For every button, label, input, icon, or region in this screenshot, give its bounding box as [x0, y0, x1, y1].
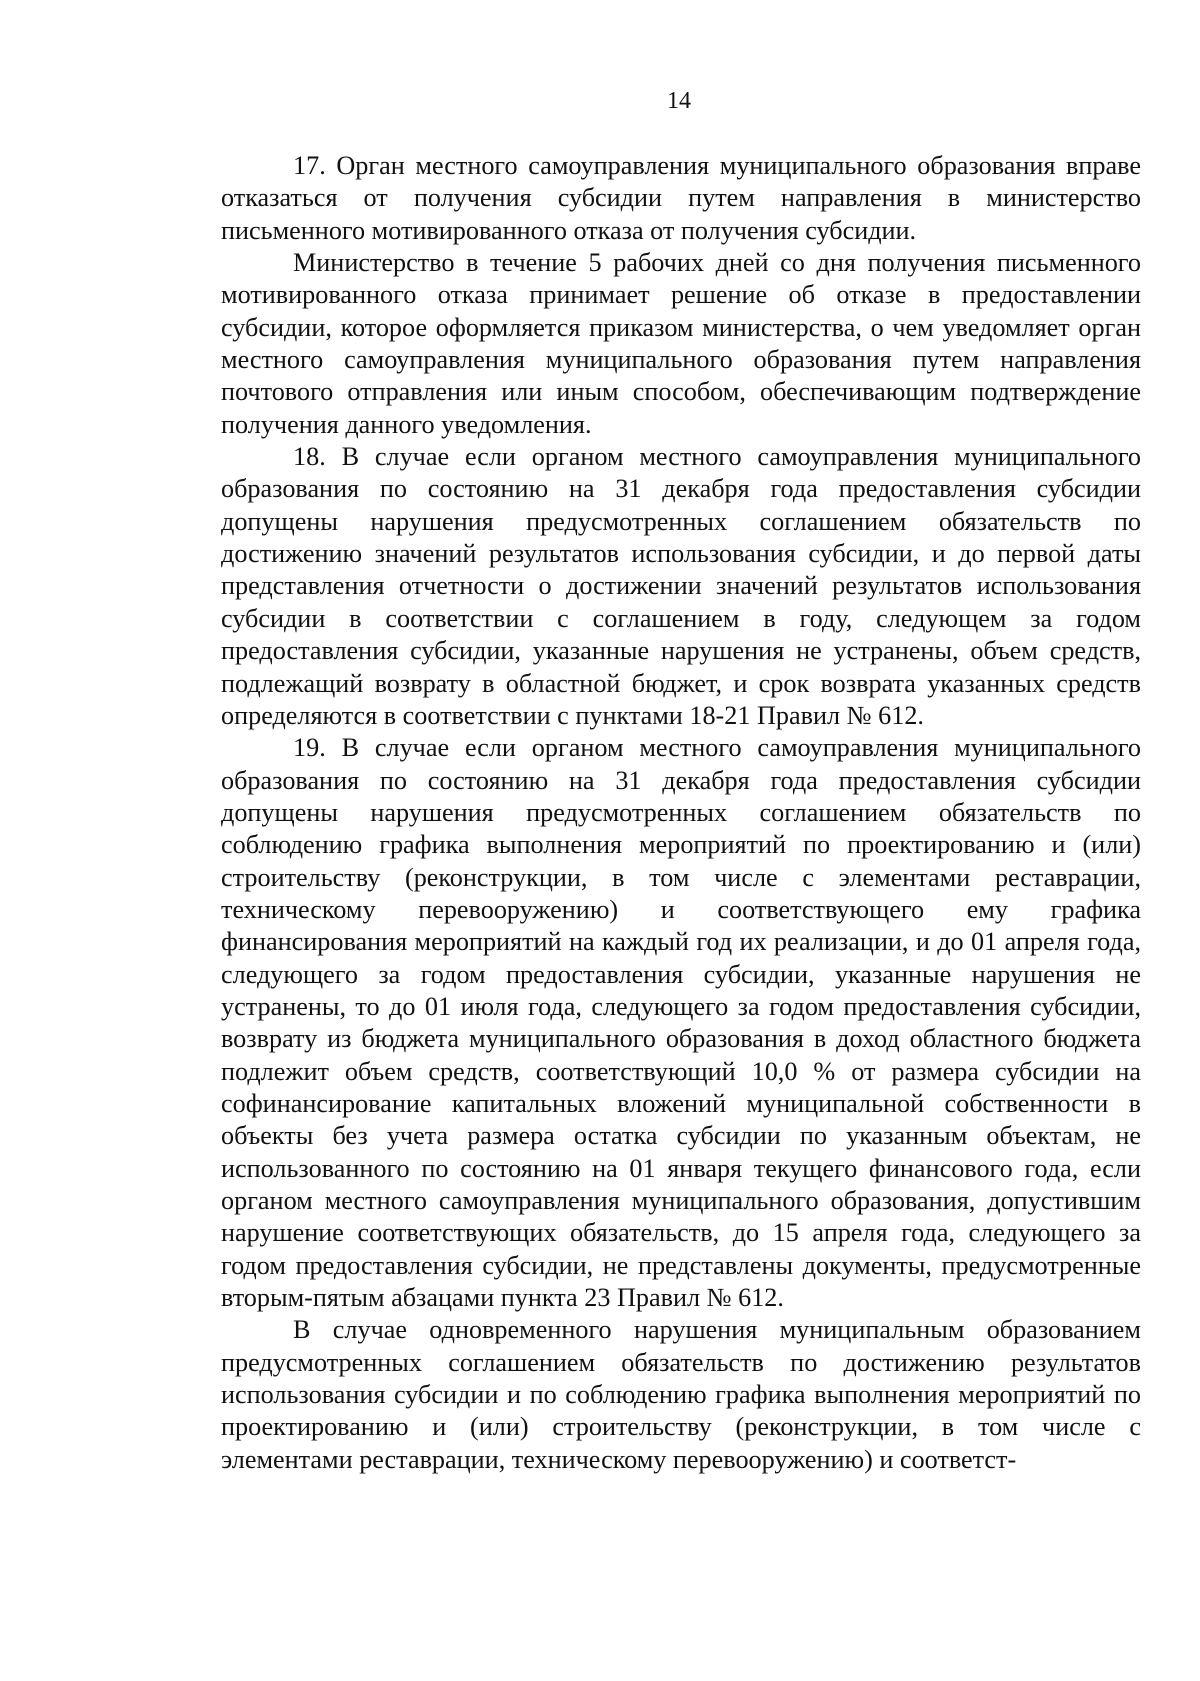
paragraph-17: 17. Орган местного самоуправления муниципального образования вправе отказаться от получения субсидии путем направления в министерство письменного мотивированного отказа от получения субсидии.: [221, 151, 1141, 245]
page-number: 14: [667, 88, 691, 114]
paragraph-19: 19. В случае если органом местного самоуправления муниципального образования по состоянию на 31 декабря года предоставления субсидии допущены нарушения предусмотренных соглашением обязательств по соблюдению графика выполнения мероприятий по проектированию и (или) строительству (реконструкции, в том числе с элементами реставрации, техническому перевооружению) и соответствующего ему графика финансирования мероприятий на каждый год их реализации, и до 01 апреля года, следующего за годом предоставления субсидии, указанные нарушения не устранены, то до 01 июля года, следующего за годом предоставления субсидии, возврату из бюджета муниципального образования в доход областного бюджета подлежит объем средств, соответствующий 10,0 % от размера субсидии на софинансирование капитальных вложений муниципальной собственности в объекты без учета размера остатка субсидии по указанным объектам, не использованного по состоянию на 01 января текущего финансового года, если органом местного самоуправления муниципального образования, допустившим нарушение соответствующих обязательств, до 15 апреля года, следующего за годом предоставления субсидии, не представлены документы, предусмотренные вторым-пятым абзацами пункта 23 Правил № 612.: [221, 733, 1141, 1313]
paragraph-17-notification: Министерство в течение 5 рабочих дней со дня получения письменного мотивированного отказа принимает решение об отказе в предоставлении субсидии, которое оформляется приказом министерства, о чем уведомляет орган местного самоуправления муниципального образования путем направления почтового отправления или иным способом, обеспечивающим подтверждение получения данного уведомления.: [221, 248, 1141, 439]
paragraph-18: 18. В случае если органом местного самоуправления муниципального образования по состоянию на 31 декабря года предоставления субсидии допущены нарушения предусмотренных соглашением обязательств по достижению значений результатов использования субсидии, и до первой даты представления отчетности о достижении значений результатов использования субсидии в соответствии с соглашением в году, следующем за годом предоставления субсидии, указанные нарушения не устранены, объем средств, подлежащий возврату в областной бюджет, и срок возврата указанных средств определяются в соответствии с пунктами 18-21 Правил № 612.: [221, 442, 1141, 730]
paragraph-19-simultaneous-violation: В случае одновременного нарушения муниципальным образованием предусмотренных соглашением обязательств по достижению результатов использования субсидии и по соблюдению графика выполнения мероприятий по проектированию и (или) строительству (реконструкции, в том числе с элементами реставрации, техническому перевооружению) и соответст-: [221, 1315, 1141, 1474]
document-body: [221, 150, 1141, 1476]
